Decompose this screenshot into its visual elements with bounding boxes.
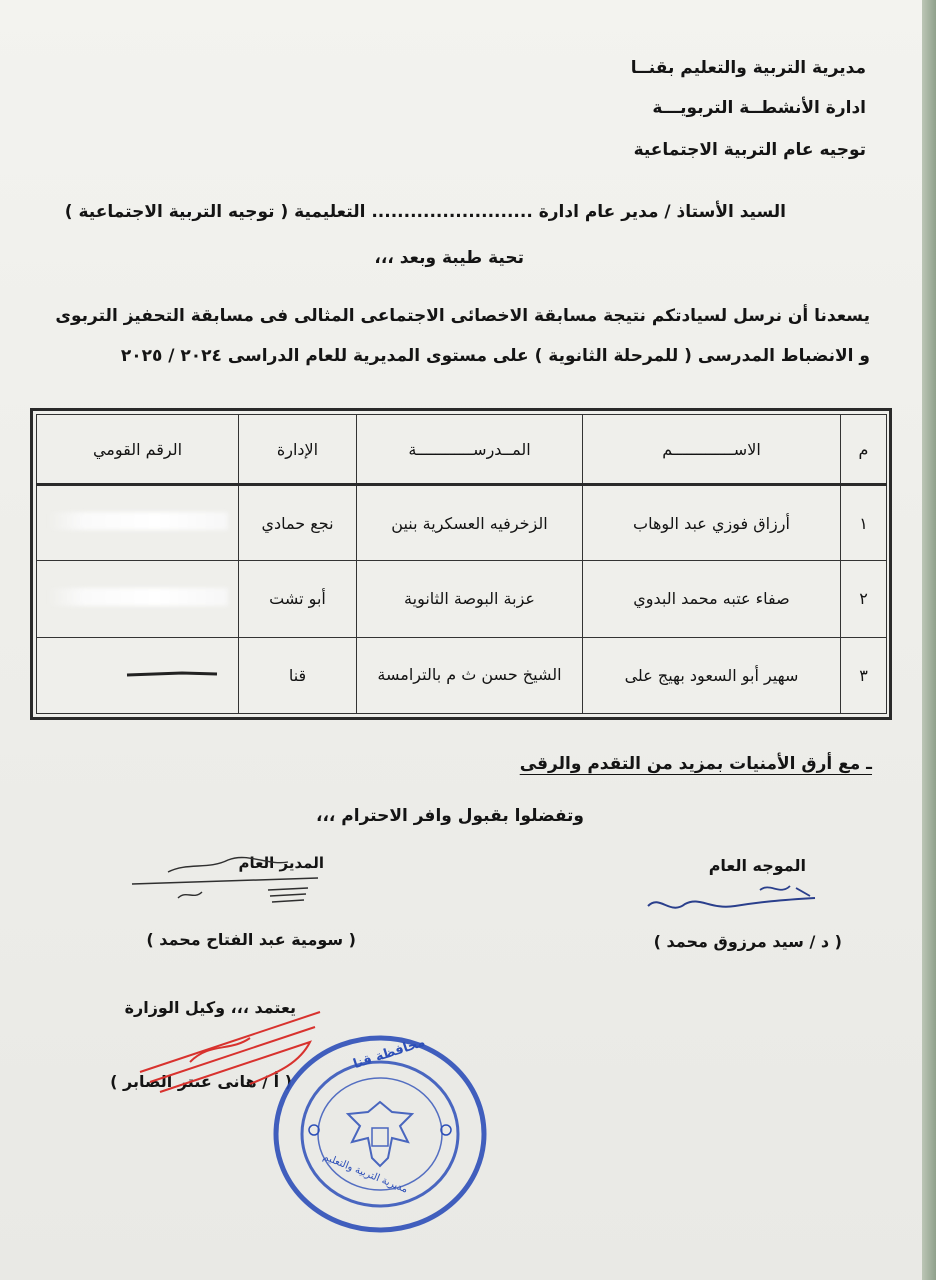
- approval-title: يعتمد ،،، وكيل الوزارة: [124, 998, 296, 1017]
- row-number: ٢: [841, 561, 887, 637]
- stamp-inner-text: مديرية التربية والتعليم: [321, 1151, 410, 1196]
- row-national-id-redacted: [37, 485, 239, 561]
- eagle-emblem-icon: [348, 1102, 412, 1166]
- page-edge: [922, 0, 936, 1280]
- stamp-outer-text: محافظة قنا: [351, 1034, 428, 1073]
- row-name: أرزاق فوزي عبد الوهاب: [583, 485, 841, 561]
- col-header-admin: الإدارة: [239, 415, 357, 485]
- row-name: صفاء عتبه محمد البدوي: [583, 561, 841, 637]
- col-header-number: م: [841, 415, 887, 485]
- row-school: الزخرفيه العسكرية بنين: [357, 485, 583, 561]
- addressee-line: السيد الأستاذ / مدير عام ادارة ......................... التعليمية ( توجيه التربية الاجتماعية ): [64, 202, 786, 222]
- director-name: ( سومية عبد الفتاح محمد ): [146, 930, 356, 949]
- row-school: الشيخ حسن ث م بالترامسة: [357, 637, 583, 713]
- table-row: [37, 561, 887, 637]
- greeting: تحية طيبة وبعد ،،،: [374, 248, 524, 268]
- redaction-mark: [48, 588, 228, 606]
- row-national-id-redacted: [37, 637, 239, 713]
- results-grid: [36, 414, 887, 714]
- wishes-line: ـ مع أرق الأمنيات بمزيد من التقدم والرقى: [519, 754, 872, 774]
- table-row: [37, 485, 887, 561]
- supervisor-title: الموجه العام: [708, 856, 806, 875]
- col-header-national-id: الرقم القومي: [37, 415, 239, 485]
- redaction-scribble: [122, 667, 232, 681]
- closing-line: وتفضلوا بقبول وافر الاحترام ،،،: [315, 806, 584, 826]
- row-national-id-redacted: [37, 561, 239, 637]
- redaction-mark: [48, 512, 228, 530]
- row-number: ١: [841, 485, 887, 561]
- row-admin: أبو تشت: [239, 561, 357, 637]
- body-line-1: يسعدنا أن نرسل لسيادتكم نتيجة مسابقة الاخصائى الاجتماعى المثالى فى مسابقة التحفيز التربوى: [55, 306, 870, 326]
- results-table: [30, 408, 892, 720]
- approval-name: ( أ / هانى عنتر الصابر ): [110, 1072, 292, 1091]
- header-guidance: توجيه عام التربية الاجتماعية: [633, 140, 866, 160]
- row-school: عزبة البوصة الثانوية: [357, 561, 583, 637]
- row-admin: نجع حمادي: [239, 485, 357, 561]
- row-number: ٣: [841, 637, 887, 713]
- supervisor-name: ( د / سيد مرزوق محمد ): [653, 932, 842, 951]
- row-admin: قنا: [239, 637, 357, 713]
- header-directorate: مديرية التربية والتعليم بقنــا: [630, 58, 866, 78]
- col-header-school: المــدرســــــــــــة: [357, 415, 583, 485]
- body-line-2: و الانضباط المدرسى ( للمرحلة الثانوية ) على مستوى المديرية للعام الدراسى ٢٠٢٤ / ٢٠٢٥: [120, 346, 870, 366]
- col-header-name: الاســـــــــــــم: [583, 415, 841, 485]
- header-activities-admin: ادارة الأنشطــة التربويـــة: [652, 98, 866, 118]
- row-name: سهير أبو السعود بهيج على: [583, 637, 841, 713]
- director-signature: [128, 842, 328, 912]
- table-header-row: [37, 415, 887, 485]
- table-row: [37, 637, 887, 713]
- director-title: المدير العام: [238, 854, 324, 872]
- supervisor-signature: [640, 876, 830, 926]
